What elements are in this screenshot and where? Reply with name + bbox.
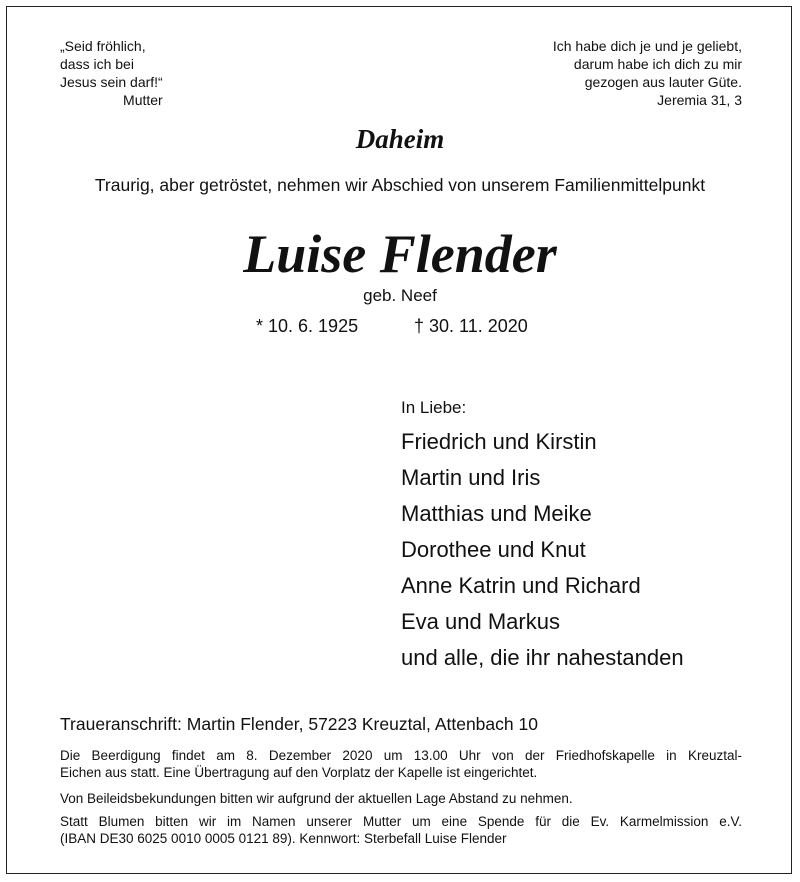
mourner-item: Eva und Markus [401, 609, 560, 634]
donation-note-line: Statt Blumen bitten wir im Namen unserer Mutter um eine Spende für die Ev. Karmelmission e.V. [60, 814, 742, 829]
birth-date: * 10. 6. 1925 [256, 316, 359, 336]
quote-right-line: Ich habe dich je und je geliebt, [552, 38, 742, 54]
mourners-label: In Liebe: [401, 398, 467, 417]
quote-left-attribution: Mutter [123, 92, 163, 108]
donation-note [60, 813, 742, 847]
funeral-note-line: Eichen aus statt. Eine Übertragung auf den Vorplatz der Kapelle ist eingerichtet. [60, 765, 538, 780]
quote-left [60, 37, 163, 109]
mourning-address: Traueranschrift: Martin Flender, 57223 Kreuztal, Attenbach 10 [60, 714, 538, 734]
death-date: † 30. 11. 2020 [414, 316, 528, 336]
quote-right-line: darum habe ich dich zu mir [573, 56, 742, 72]
condolence-note: Von Beileidsbekundungen bitten wir aufgrund der aktuellen Lage Abstand zu nehmen. [60, 791, 573, 806]
quote-right-attribution: Jeremia 31, 3 [657, 92, 742, 108]
quote-right [553, 37, 742, 109]
mourner-item: Matthias und Meike [401, 501, 592, 526]
donation-note-line: (IBAN DE30 6025 0010 0005 0121 89). Kennwort: Sterbefall Luise Flender [60, 831, 507, 846]
deceased-name: Luise Flender [243, 224, 557, 284]
funeral-note-line: Die Beerdigung findet am 8. Dezember 2020 um 13.00 Uhr von der Friedhofskapelle in Kreuztal- [60, 748, 742, 763]
quote-left-line: Jesus sein darf!“ [60, 74, 163, 90]
mourner-item: und alle, die ihr nahestanden [401, 645, 684, 670]
mourners-list [401, 424, 684, 676]
quote-left-line: dass ich bei [60, 56, 134, 72]
born-name: geb. Neef [363, 286, 437, 305]
quote-right-line: gezogen aus lauter Güte. [584, 74, 742, 90]
heading: Daheim [355, 124, 445, 154]
quote-left-line: „Seid fröhlich, [60, 38, 146, 54]
mourner-item: Friedrich und Kirstin [401, 429, 597, 454]
funeral-note [60, 747, 742, 781]
mourner-item: Dorothee und Knut [401, 537, 586, 562]
intro-text: Traurig, aber getröstet, nehmen wir Abschied von unserem Familienmittelpunkt [94, 175, 706, 195]
mourner-item: Martin und Iris [401, 465, 541, 490]
mourner-item: Anne Katrin und Richard [401, 573, 641, 598]
